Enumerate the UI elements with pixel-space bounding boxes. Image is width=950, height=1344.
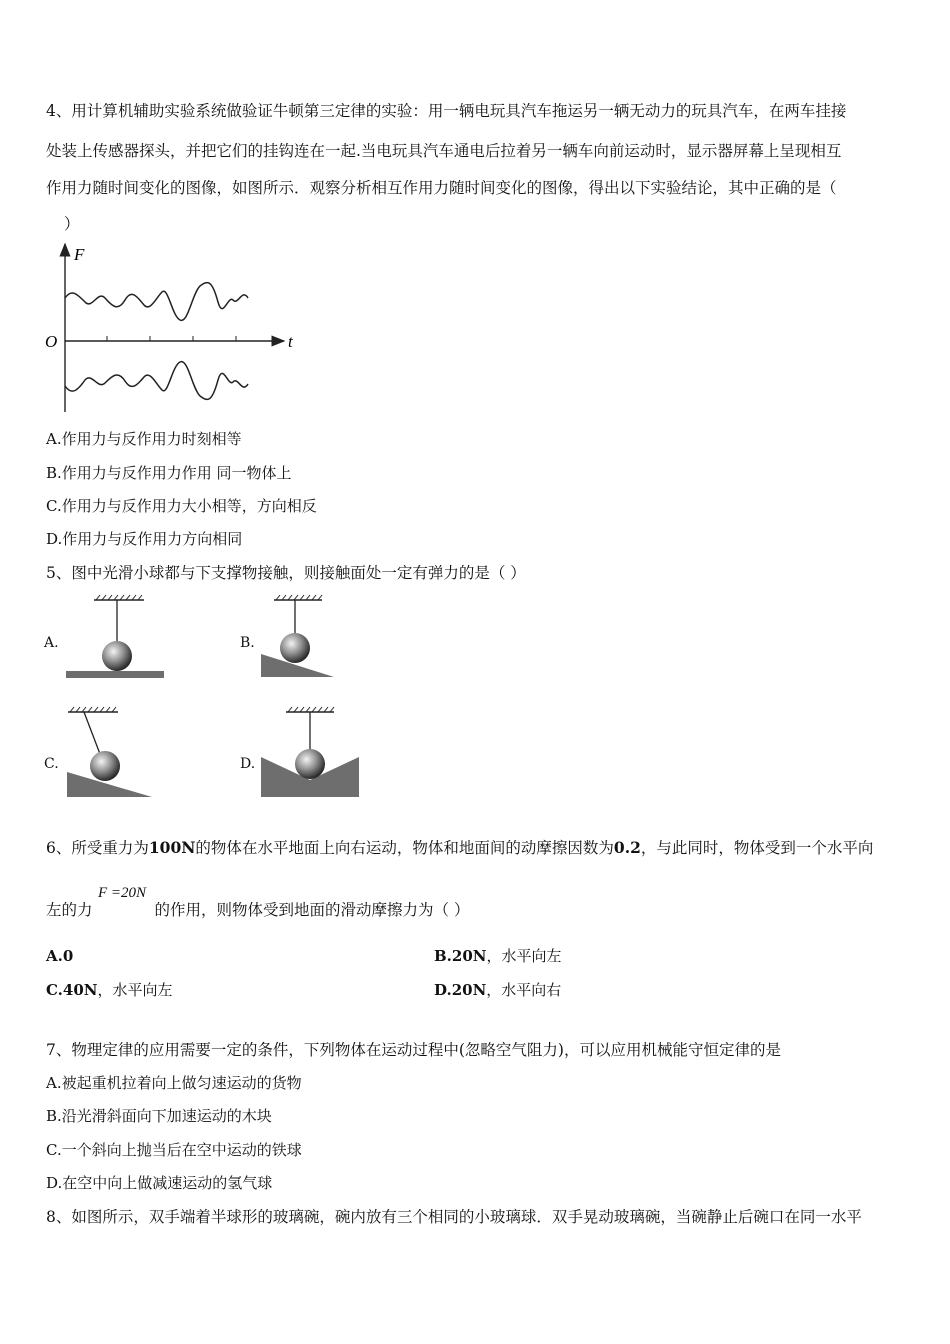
q6-option-d[interactable]: D.20N，水平向右 <box>434 981 562 999</box>
q4-option-c[interactable]: C.作用力与反作用力大小相等，方向相反 <box>46 497 317 515</box>
q4-stem-line1: 4、用计算机辅助实验系统做验证牛顿第三定律的实验：用一辆电玩具汽车拖运另一辆无动力的玩具汽车，在两车挂接 <box>46 102 847 120</box>
q5-figure-d <box>256 700 364 800</box>
q8-stem-line1: 8、如图所示，双手端着半球形的玻璃碗，碗内放有三个相同的小玻璃球．双手晃动玻璃碗，当碗静止后碗口在同一水平 <box>46 1208 862 1226</box>
q4-option-b[interactable]: B.作用力与反作用力作用 同一物体上 <box>46 464 292 482</box>
origin-label: O <box>45 332 58 351</box>
q5-figure-a <box>62 592 170 682</box>
q5-option-b-label[interactable]: B. <box>240 635 255 651</box>
q6-option-c[interactable]: C.40N，水平向左 <box>46 981 173 999</box>
q4-stem-line2: 处装上传感器探头，并把它们的挂钩连在一起.当电玩具汽车通电后拉着另一辆车向前运动时，显示器屏幕上呈现相互 <box>46 142 842 160</box>
x-axis-label: t <box>288 332 293 351</box>
q4-stem-line3: 作用力随时间变化的图像，如图所示．观察分析相互作用力随时间变化的图像，得出以下实验结论，其中正确的是（ <box>46 179 837 197</box>
q6-force-formula: F =20N <box>98 885 147 901</box>
q7-option-c[interactable]: C.一个斜向上抛当后在空中运动的铁球 <box>46 1141 302 1159</box>
q6-stem-line1: 6、所受重力为100N的物体在水平地面上向右运动，物体和地面间的动摩擦因数为0.2，与此同时，物体受到一个水平向 <box>46 838 874 857</box>
force-time-graph <box>40 240 310 415</box>
q6-option-b[interactable]: B.20N，水平向左 <box>434 947 562 965</box>
q5-stem: 5、图中光滑小球都与下支撑物接触，则接触面处一定有弹力的是（ ） <box>46 564 526 582</box>
q4-option-d[interactable]: D.作用力与反作用力方向相同 <box>46 530 243 548</box>
q6-stem-line2: 左的力 的作用，则物体受到地面的滑动摩擦力为（ ） <box>46 901 470 919</box>
q5-figure-c <box>62 700 162 800</box>
q7-option-b[interactable]: B.沿光滑斜面向下加速运动的木块 <box>46 1107 272 1125</box>
q5-option-c-label[interactable]: C. <box>44 756 59 772</box>
reaction-force-curve <box>65 362 248 400</box>
q6-option-a[interactable]: A.0 <box>46 947 74 965</box>
q5-option-d-label[interactable]: D. <box>240 756 256 772</box>
q7-option-d[interactable]: D.在空中向上做减速运动的氢气球 <box>46 1174 273 1192</box>
q7-stem: 7、物理定律的应用需要一定的条件，下列物体在运动过程中(忽略空气阻力)，可以应用机械能守恒定律的是 <box>46 1041 781 1059</box>
y-axis-label: F <box>74 245 85 264</box>
q5-figure-b <box>256 592 346 682</box>
action-force-curve <box>65 283 248 321</box>
q4-option-a[interactable]: A.作用力与反作用力时刻相等 <box>46 430 242 448</box>
q7-option-a[interactable]: A.被起重机拉着向上做匀速运动的货物 <box>46 1074 302 1092</box>
q4-stem-line4: ） <box>64 215 80 233</box>
q5-option-a-label[interactable]: A. <box>44 635 59 651</box>
